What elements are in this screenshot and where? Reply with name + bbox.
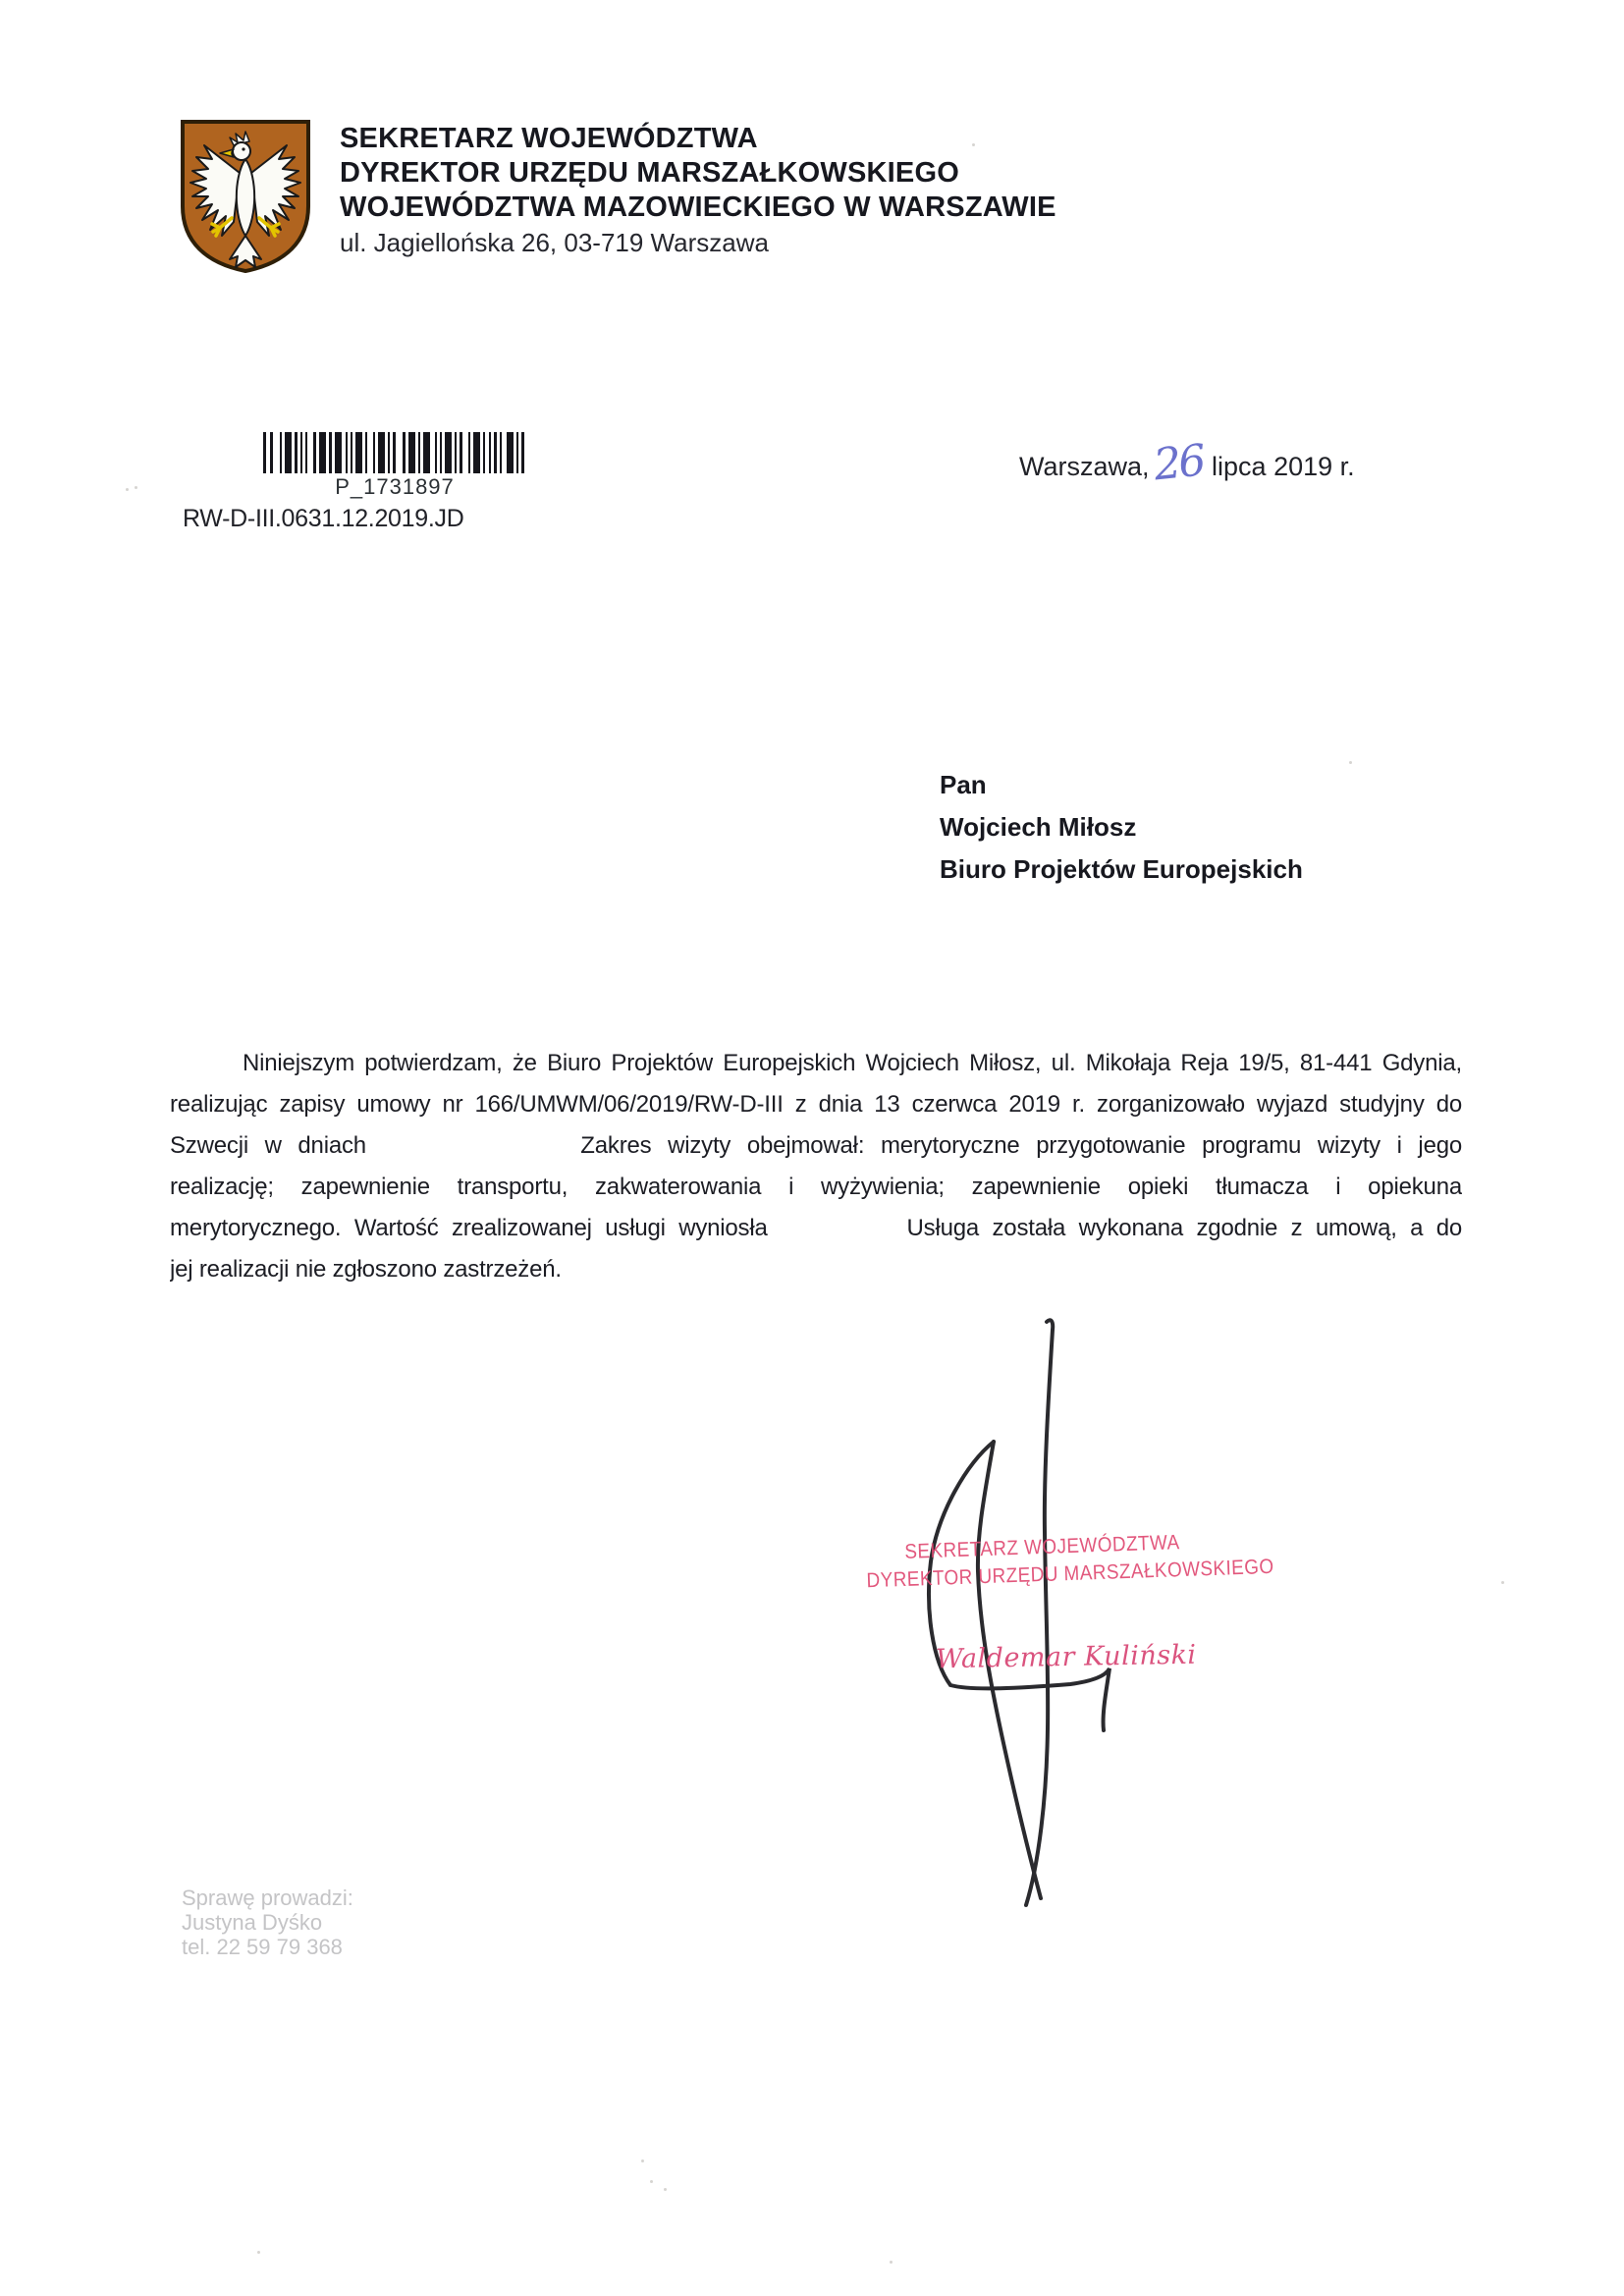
- letterhead: [175, 116, 1056, 277]
- scan-artifact: [1349, 761, 1352, 764]
- scan-artifact: [890, 2261, 893, 2264]
- dateline: [1019, 435, 1355, 491]
- barcode-bars: [263, 432, 524, 473]
- redacted-gap-amount: [781, 1234, 893, 1235]
- letter-body: [170, 1043, 1462, 1290]
- stamp-line-2: DYREKTOR URZĘDU MARSZAŁKOWSKIEGO: [866, 1555, 1274, 1593]
- addressee-name: Wojciech Miłosz: [940, 812, 1137, 842]
- body-line-2: realizując zapisy umowy nr 166/UMWM/06/2019/RW-D-III z dnia 13 czerwca 2019 r. zorganizowało wyjazd studyjny do: [170, 1091, 1462, 1118]
- handwritten-signature: [884, 1306, 1178, 1954]
- body-line-3: [170, 1125, 1462, 1167]
- body-line-4: realizację; zapewnienie transportu, zakwaterowania i wyżywienia; zapewnienie opieki tłumacza i opiekuna: [170, 1174, 1462, 1200]
- case-officer-block: [182, 1886, 353, 1959]
- mazovia-coat-of-arms: [175, 116, 316, 277]
- scan-artifact: [664, 2188, 667, 2191]
- case-officer-name: Justyna Dyśko: [182, 1910, 323, 1935]
- stamp-line-1: SEKRETARZ WOJEWÓDZTWA: [904, 1531, 1180, 1563]
- name-stamp: Waldemar Kuliński: [935, 1639, 1197, 1675]
- addressee-salutation: Pan: [940, 770, 987, 799]
- handwritten-day: 26: [1151, 435, 1206, 491]
- scan-artifact: [650, 2180, 653, 2183]
- body-line-6: jej realizacji nie zgłoszono zastrzeżeń.: [170, 1256, 562, 1283]
- scan-artifact: [135, 486, 137, 489]
- scan-artifact: [257, 2251, 260, 2254]
- scan-artifact: [641, 2159, 644, 2162]
- reference-number: RW-D-III.0631.12.2019.JD: [183, 505, 464, 532]
- barcode-label: P_1731897: [335, 474, 455, 499]
- org-address: ul. Jagiellońska 26, 03-719 Warszawa: [340, 228, 769, 257]
- case-officer-label: Sprawę prowadzi:: [182, 1886, 353, 1910]
- org-line-3: WOJEWÓDZTWA MAZOWIECKIEGO W WARSZAWIE: [340, 191, 1056, 223]
- body-line-1: Niniejszym potwierdzam, że Biuro Projektów Europejskich Wojciech Miłosz, ul. Mikołaja Reja 19/5, 81-441 Gdynia,: [243, 1050, 1462, 1076]
- scan-artifact: [972, 143, 975, 146]
- addressee-company: Biuro Projektów Europejskich: [940, 854, 1303, 884]
- addressee-block: [940, 764, 1303, 891]
- letterhead-text: [340, 116, 1056, 277]
- dateline-month-year: lipca 2019 r.: [1212, 452, 1355, 481]
- org-line-2: DYREKTOR URZĘDU MARSZAŁKOWSKIEGO: [340, 157, 959, 189]
- case-officer-phone: tel. 22 59 79 368: [182, 1935, 343, 1959]
- redacted-gap-dates: [383, 1152, 565, 1153]
- body-line-3-left: Szwecji w dniach: [170, 1132, 366, 1159]
- body-line-5: [170, 1208, 1462, 1249]
- body-line-5-right: Usługa została wykonana zgodnie z umową, a do: [906, 1215, 1462, 1241]
- scan-artifact: [1501, 1581, 1504, 1584]
- body-line-5-left: merytorycznego. Wartość zrealizowanej usługi wyniosła: [170, 1215, 768, 1241]
- scan-artifact: [126, 488, 129, 491]
- dateline-city: Warszawa,: [1019, 452, 1150, 481]
- org-line-1: SEKRETARZ WOJEWÓDZTWA: [340, 123, 758, 154]
- body-line-3-right: Zakres wizyty obejmował: merytoryczne przygotowanie programu wizyty i jego: [580, 1132, 1462, 1159]
- barcode-block: [263, 432, 526, 500]
